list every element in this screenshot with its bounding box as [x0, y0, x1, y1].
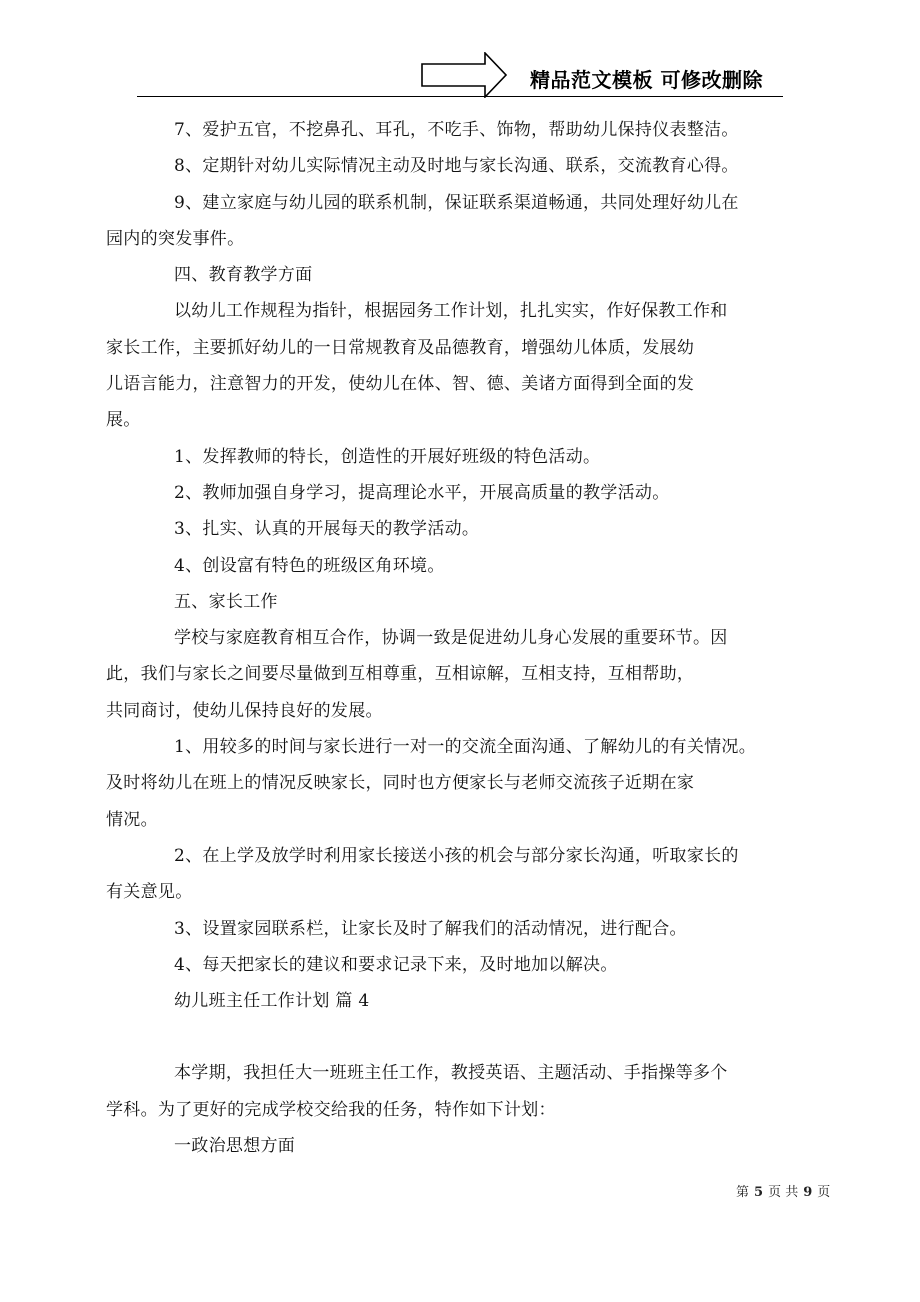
header-divider: [137, 96, 783, 97]
page-number: 第 5 页 共 9 页: [736, 1185, 831, 1200]
section-heading: 一政治思想方面: [174, 1136, 296, 1157]
paragraph: 3、扎实、认真的开展每天的教学活动。: [174, 519, 480, 540]
section-heading: 五、家长工作: [174, 591, 278, 612]
paragraph: 2、教师加强自身学习，提高理论水平，开展高质量的教学活动。: [174, 482, 670, 503]
paragraph: 4、创设富有特色的班级区角环境。: [174, 555, 445, 576]
header-title: 精品范文模板 可修改删除: [530, 68, 763, 92]
paragraph: 学校与家庭教育相互合作，协调一致是促进幼儿身心发展的重要环节。因 此，我们与家长之间要尽量做到互相尊重，互相谅解，互相支持，互相帮助， 共同商讨，使幼儿保持良好的发展。: [106, 628, 728, 721]
paragraph: 本学期，我担任大一班班主任工作，教授英语、主题活动、手指操等多个 学科。为了更好的完成学校交给我的任务，特作如下计划：: [106, 1063, 728, 1120]
paragraph: 1、用较多的时间与家长进行一对一的交流全面沟通、了解幼儿的有关情况。 及时将幼儿在班上的情况反映家长，同时也方便家长与老师交流孩子近期在家 情况。: [106, 737, 757, 830]
paragraph: 1、发挥教师的特长，创造性的开展好班级的特色活动。: [174, 446, 601, 467]
article-title: 幼儿班主任工作计划 篇 4: [174, 991, 370, 1012]
paragraph: 7、爱护五官，不挖鼻孔、耳孔，不吃手、饰物，帮助幼儿保持仪表整洁。: [174, 120, 739, 140]
section-heading: 四、教育教学方面: [174, 265, 313, 286]
paragraph: 3、设置家园联系栏，让家长及时了解我们的活动情况，进行配合。: [174, 918, 687, 939]
document-body: [106, 112, 782, 1164]
paragraph: 8、定期针对幼儿实际情况主动及时地与家长沟通、联系，交流教育心得。: [174, 156, 739, 177]
arrow-icon: [421, 52, 507, 98]
paragraph: 以幼儿工作规程为指针，根据园务工作计划，扎扎实实，作好保教工作和 家长工作，主要抓好幼儿的一日常规教育及品德教育，增强幼儿体质，发展幼 儿语言能力，注意智力的开发，使幼儿在体、智、德、美诸方面得到全面的发 展。: [106, 301, 728, 431]
paragraph: 4、每天把家长的建议和要求记录下来，及时地加以解决。: [174, 954, 618, 975]
paragraph: 2、在上学及放学时利用家长接送小孩的机会与部分家长沟通，听取家长的 有关意见。: [106, 845, 739, 903]
paragraph: 9、建立家庭与幼儿园的联系机制，保证联系渠道畅通，共同处理好幼儿在 园内的突发事件。: [106, 192, 739, 249]
